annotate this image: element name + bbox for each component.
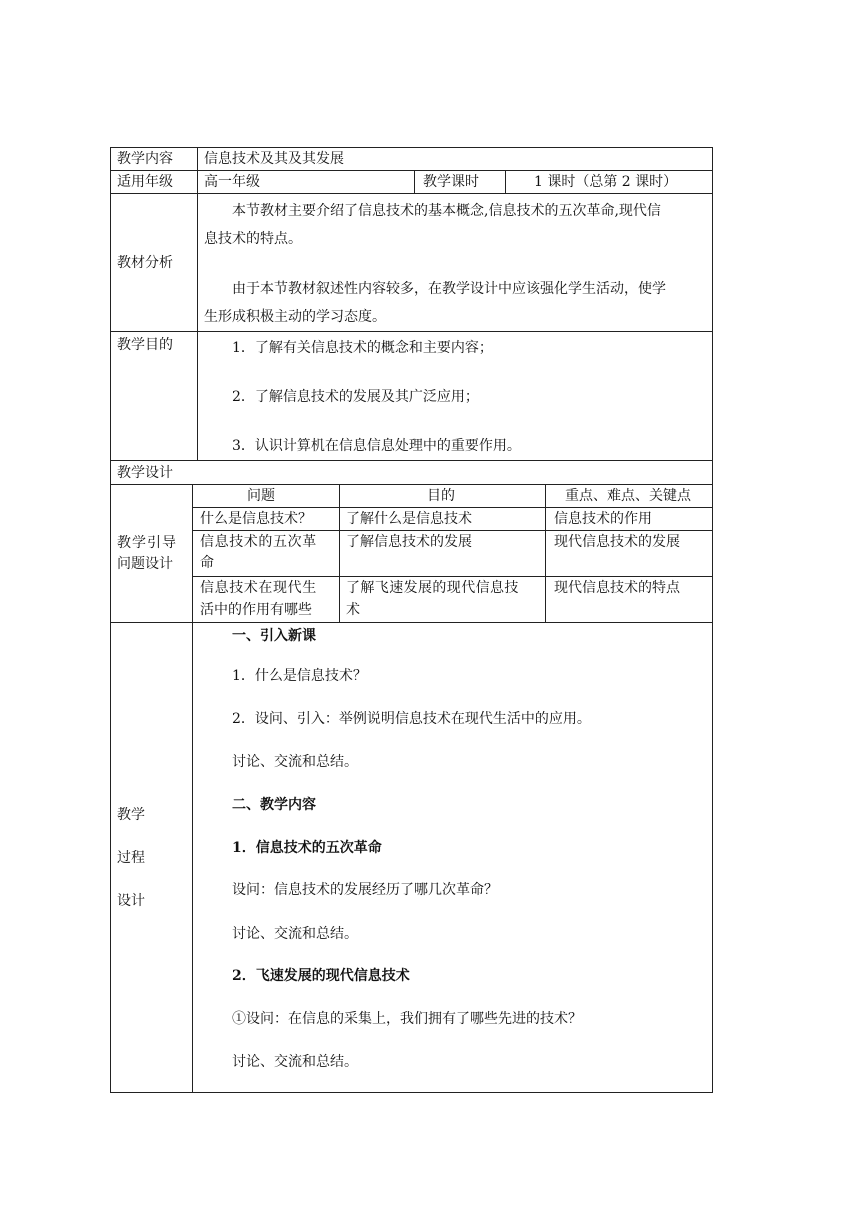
guide-header-question: 问题 [247,488,275,504]
table-rule [197,147,198,461]
table-rule [110,460,713,461]
guide-question: 信息技术在现代生 [200,580,317,596]
process-line: 2．设问、引入：举例说明信息技术在现代生活中的应用。 [232,711,591,727]
table-border-left [110,147,111,1093]
process-line: 设问：信息技术的发展经历了哪几次革命？ [232,882,498,898]
guide-purpose: 了解信息技术的发展 [346,534,472,550]
process-label: 设计 [117,893,145,909]
goal-item: 1．了解有关信息技术的概念和主要内容； [232,340,493,356]
guide-header-key-points: 重点、难点、关键点 [565,488,691,504]
table-rule [545,484,546,623]
guide-key-point: 信息技术的作用 [554,511,652,527]
guide-header-purpose: 目的 [427,488,455,504]
table-rule [414,170,415,194]
table-rule [505,170,506,194]
grade-label: 适用年级 [117,174,173,190]
process-section-heading: 二、教学内容 [232,797,316,813]
process-line: ①设问：在信息的采集上，我们拥有了哪些先进的技术？ [232,1011,582,1027]
table-rule [110,331,713,332]
analysis-paragraph-2-line-1: 由于本节教材叙述性内容较多，在教学设计中应该强化学生活动，使学 [232,281,666,297]
table-rule [339,484,340,623]
table-border-bottom [110,1092,713,1093]
content-label: 教学内容 [117,151,173,167]
process-line: 1．什么是信息技术？ [232,668,367,684]
process-subheading: 1．信息技术的五次革命 [232,840,382,856]
guide-key-point: 现代信息技术的发展 [554,534,680,550]
goal-item: 2．了解信息技术的发展及其广泛应用； [232,389,479,405]
guide-question-continued: 活中的作用有哪些 [200,602,312,618]
table-border-top [110,147,713,148]
process-line: 讨论、交流和总结。 [232,1054,358,1070]
table-rule [110,484,713,485]
process-subheading: 2．飞速发展的现代信息技术 [232,968,410,984]
guide-question-continued: 命 [200,555,214,571]
guide-question: 信息技术的五次革 [200,534,317,550]
table-rule [192,507,713,508]
guide-key-point: 现代信息技术的特点 [554,580,680,596]
goals-label: 教学目的 [117,337,173,353]
process-label: 教学 [117,807,145,823]
analysis-paragraph-2-line-2: 生形成积极主动的学习态度。 [204,309,386,325]
guide-purpose: 了解飞速发展的现代信息技 [346,580,519,596]
process-line: 讨论、交流和总结。 [232,754,358,770]
process-line: 讨论、交流和总结。 [232,926,358,942]
guide-question: 什么是信息技术？ [200,511,312,527]
analysis-paragraph-1-line-2: 息技术的特点。 [204,231,302,247]
grade-value: 高一年级 [204,174,260,190]
table-rule [192,484,193,1093]
table-rule [110,170,713,171]
design-label: 教学设计 [117,465,173,481]
guide-label-line-1: 教学引导 [117,535,177,551]
goal-item: 3．认识计算机在信息信息处理中的重要作用。 [232,438,521,454]
table-rule [110,622,713,623]
table-rule [110,193,713,194]
guide-label-line-2: 问题设计 [117,556,173,572]
guide-purpose-continued: 术 [346,602,360,618]
guide-purpose: 了解什么是信息技术 [346,511,472,527]
analysis-paragraph-1-line-1: 本节教材主要介绍了信息技术的基本概念,信息技术的五次革命,现代信 [232,203,661,219]
table-rule [192,530,713,531]
process-section-heading: 一、引入新课 [232,628,316,644]
table-rule [192,576,713,577]
content-value: 信息技术及其及其发展 [204,151,344,167]
process-label: 过程 [117,850,145,866]
analysis-label: 教材分析 [117,255,173,271]
hours-label: 教学课时 [423,174,479,190]
hours-value: 1 课时（总第 2 课时） [534,174,678,190]
table-border-right [712,147,713,1093]
